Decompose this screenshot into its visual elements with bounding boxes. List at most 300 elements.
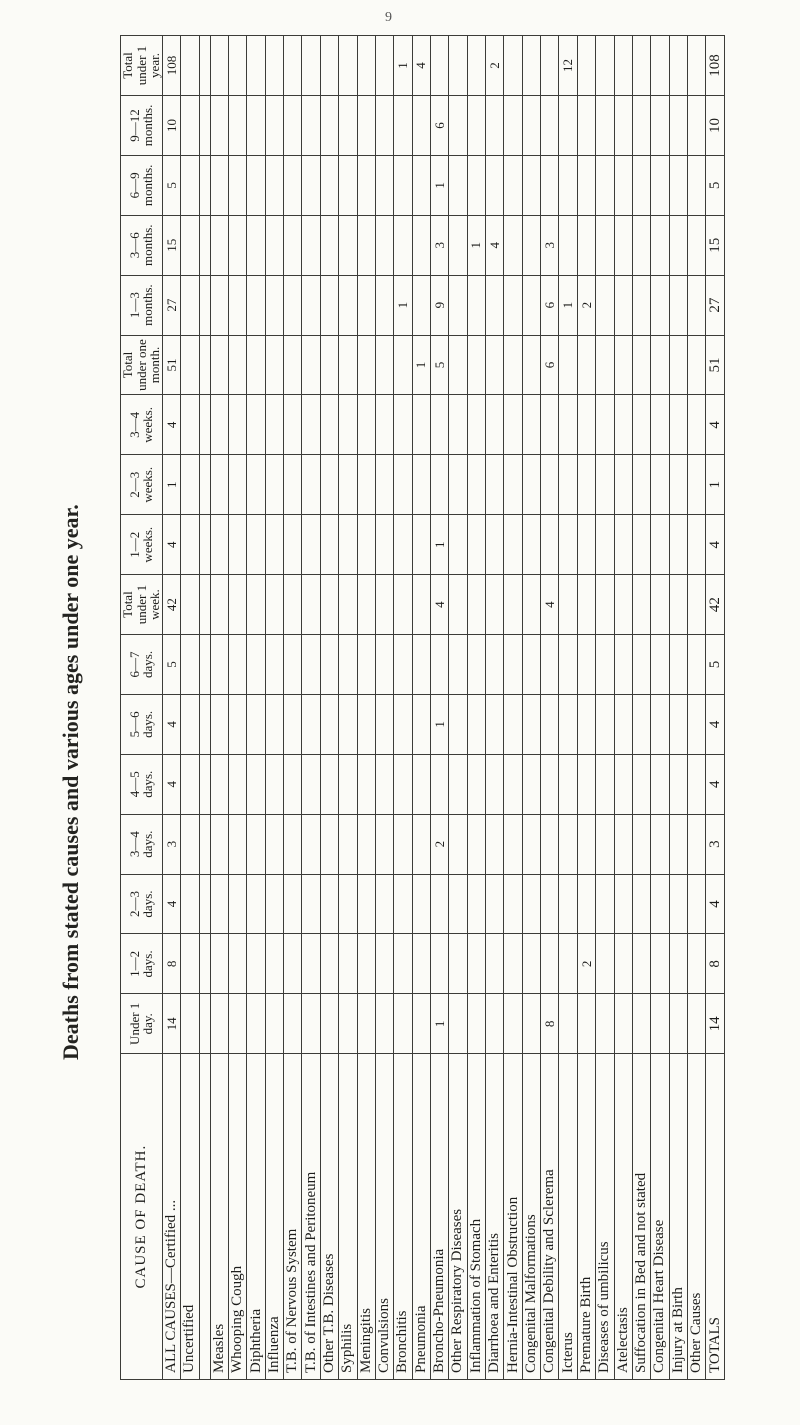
value-cell bbox=[669, 934, 687, 994]
spacer-cell bbox=[199, 455, 210, 515]
spacer-cell bbox=[199, 155, 210, 215]
value-cell bbox=[247, 754, 265, 814]
value-cell: 3 bbox=[162, 814, 180, 874]
value-cell bbox=[632, 275, 650, 335]
value-cell bbox=[320, 575, 338, 635]
value-cell bbox=[504, 994, 522, 1054]
value-cell bbox=[229, 754, 247, 814]
value-cell bbox=[504, 575, 522, 635]
value-cell: 4 bbox=[706, 754, 725, 814]
value-cell bbox=[394, 155, 412, 215]
value-cell bbox=[375, 934, 393, 994]
value-cell: 3 bbox=[541, 215, 559, 275]
value-cell bbox=[302, 994, 320, 1054]
value-cell bbox=[541, 155, 559, 215]
value-cell bbox=[394, 874, 412, 934]
value-cell bbox=[522, 455, 540, 515]
value-cell: 6 bbox=[430, 96, 448, 156]
value-cell bbox=[449, 874, 467, 934]
value-cell: 4 bbox=[706, 694, 725, 754]
value-cell bbox=[181, 455, 199, 515]
value-cell bbox=[596, 874, 614, 934]
value-cell bbox=[687, 814, 705, 874]
cause-row bbox=[559, 36, 577, 1380]
value-cell bbox=[284, 455, 302, 515]
value-cell bbox=[669, 754, 687, 814]
value-cell bbox=[614, 994, 632, 1054]
age-column-header: 2—3 days. bbox=[121, 874, 163, 934]
cause-row bbox=[467, 36, 485, 1380]
value-cell bbox=[229, 395, 247, 455]
value-cell bbox=[284, 96, 302, 156]
value-cell: 4 bbox=[162, 754, 180, 814]
value-cell bbox=[247, 874, 265, 934]
value-cell bbox=[394, 335, 412, 395]
spacer-cell bbox=[199, 96, 210, 156]
value-cell bbox=[265, 515, 283, 575]
value-cell bbox=[632, 934, 650, 994]
value-cell: 2 bbox=[577, 934, 595, 994]
cause-column-header: CAUSE OF DEATH. bbox=[121, 1054, 163, 1380]
value-cell bbox=[229, 934, 247, 994]
value-cell bbox=[449, 515, 467, 575]
value-cell bbox=[577, 395, 595, 455]
cause-label: T.B. of Nervous System bbox=[284, 1054, 302, 1380]
value-cell bbox=[357, 275, 375, 335]
value-cell bbox=[614, 934, 632, 994]
spacer-cell bbox=[199, 36, 210, 96]
value-cell bbox=[181, 275, 199, 335]
value-cell bbox=[302, 96, 320, 156]
value-cell: 1 bbox=[430, 694, 448, 754]
value-cell bbox=[541, 814, 559, 874]
value-cell: 51 bbox=[706, 335, 725, 395]
age-column-header: 2—3 weeks. bbox=[121, 455, 163, 515]
cause-label: Broncho-Pneumonia bbox=[430, 1054, 448, 1380]
value-cell bbox=[247, 575, 265, 635]
value-cell: 4 bbox=[430, 575, 448, 635]
value-cell bbox=[467, 994, 485, 1054]
cause-label: Hernia-Intestinal Obstruction bbox=[504, 1054, 522, 1380]
value-cell bbox=[229, 694, 247, 754]
value-cell bbox=[651, 934, 669, 994]
value-cell bbox=[357, 874, 375, 934]
value-cell bbox=[449, 96, 467, 156]
value-cell bbox=[284, 575, 302, 635]
value-cell bbox=[522, 155, 540, 215]
value-cell bbox=[320, 994, 338, 1054]
value-cell bbox=[651, 635, 669, 695]
value-cell bbox=[320, 275, 338, 335]
spacer-cell bbox=[199, 395, 210, 455]
spacer-cell bbox=[199, 635, 210, 695]
value-cell bbox=[669, 874, 687, 934]
cause-label: Whooping Cough bbox=[229, 1054, 247, 1380]
value-cell bbox=[339, 96, 357, 156]
cause-label: Diarrhoea and Enteritis bbox=[486, 1054, 504, 1380]
value-cell bbox=[430, 36, 448, 96]
value-cell bbox=[596, 994, 614, 1054]
value-cell bbox=[339, 814, 357, 874]
value-cell: 4 bbox=[162, 395, 180, 455]
value-cell bbox=[412, 455, 430, 515]
value-cell bbox=[596, 694, 614, 754]
value-cell bbox=[375, 275, 393, 335]
value-cell bbox=[522, 96, 540, 156]
value-cell bbox=[541, 635, 559, 695]
value-cell bbox=[559, 515, 577, 575]
value-cell bbox=[247, 814, 265, 874]
value-cell bbox=[559, 155, 577, 215]
value-cell bbox=[504, 155, 522, 215]
value-cell bbox=[596, 215, 614, 275]
value-cell bbox=[284, 395, 302, 455]
value-cell bbox=[412, 814, 430, 874]
age-column-header: 6—9 months. bbox=[121, 155, 163, 215]
spacer-cell bbox=[199, 575, 210, 635]
value-cell bbox=[522, 515, 540, 575]
value-cell bbox=[357, 96, 375, 156]
cause-label: Congenital Debility and Sclerema bbox=[541, 1054, 559, 1380]
cause-label: Congenital Malformations bbox=[522, 1054, 540, 1380]
value-cell bbox=[632, 814, 650, 874]
cause-row bbox=[504, 36, 522, 1380]
value-cell bbox=[522, 814, 540, 874]
value-cell bbox=[596, 96, 614, 156]
value-cell bbox=[577, 694, 595, 754]
value-cell bbox=[467, 36, 485, 96]
value-cell bbox=[339, 694, 357, 754]
cause-row bbox=[632, 36, 650, 1380]
value-cell bbox=[687, 934, 705, 994]
value-cell bbox=[284, 635, 302, 695]
value-cell bbox=[412, 635, 430, 695]
age-column-header: 1—2 days. bbox=[121, 934, 163, 994]
value-cell bbox=[596, 934, 614, 994]
value-cell: 5 bbox=[162, 155, 180, 215]
value-cell bbox=[265, 215, 283, 275]
value-cell bbox=[687, 275, 705, 335]
age-column-header: 4—5 days. bbox=[121, 754, 163, 814]
value-cell bbox=[375, 814, 393, 874]
value-cell bbox=[504, 694, 522, 754]
value-cell: 10 bbox=[706, 96, 725, 156]
spacer-cell bbox=[199, 694, 210, 754]
value-cell bbox=[596, 275, 614, 335]
value-cell bbox=[339, 754, 357, 814]
value-cell bbox=[339, 155, 357, 215]
value-cell bbox=[632, 395, 650, 455]
cause-row bbox=[449, 36, 467, 1380]
totals-label: TOTALS bbox=[706, 1054, 725, 1380]
value-cell bbox=[504, 36, 522, 96]
value-cell: 4 bbox=[162, 515, 180, 575]
value-cell bbox=[412, 575, 430, 635]
value-cell bbox=[559, 575, 577, 635]
value-cell bbox=[181, 694, 199, 754]
value-cell bbox=[375, 754, 393, 814]
spacer-cell bbox=[199, 994, 210, 1054]
value-cell bbox=[430, 874, 448, 934]
value-cell bbox=[339, 215, 357, 275]
value-cell: 6 bbox=[541, 335, 559, 395]
value-cell bbox=[559, 754, 577, 814]
age-column-header: Under 1 day. bbox=[121, 994, 163, 1054]
value-cell bbox=[375, 36, 393, 96]
value-cell: 1 bbox=[430, 515, 448, 575]
value-cell bbox=[522, 635, 540, 695]
cause-label: T.B. of Intestines and Peritoneum bbox=[302, 1054, 320, 1380]
value-cell bbox=[210, 395, 228, 455]
value-cell bbox=[504, 754, 522, 814]
value-cell bbox=[522, 874, 540, 934]
value-cell bbox=[412, 155, 430, 215]
value-cell bbox=[669, 694, 687, 754]
value-cell bbox=[357, 934, 375, 994]
value-cell bbox=[375, 694, 393, 754]
value-cell bbox=[247, 515, 265, 575]
value-cell bbox=[541, 874, 559, 934]
value-cell bbox=[486, 994, 504, 1054]
value-cell bbox=[210, 36, 228, 96]
value-cell: 4 bbox=[706, 395, 725, 455]
cause-label: Influenza bbox=[265, 1054, 283, 1380]
value-cell bbox=[449, 36, 467, 96]
value-cell bbox=[284, 275, 302, 335]
value-cell: 3 bbox=[430, 215, 448, 275]
value-cell bbox=[559, 96, 577, 156]
value-cell: 4 bbox=[706, 874, 725, 934]
value-cell bbox=[412, 754, 430, 814]
cause-row bbox=[486, 36, 504, 1380]
value-cell bbox=[467, 635, 485, 695]
value-cell bbox=[394, 814, 412, 874]
cause-label: Bronchitis bbox=[394, 1054, 412, 1380]
value-cell bbox=[577, 814, 595, 874]
value-cell: 4 bbox=[412, 36, 430, 96]
cause-row bbox=[394, 36, 412, 1380]
value-cell bbox=[614, 635, 632, 695]
value-cell bbox=[669, 575, 687, 635]
value-cell bbox=[247, 96, 265, 156]
value-cell bbox=[210, 874, 228, 934]
value-cell bbox=[375, 994, 393, 1054]
value-cell bbox=[247, 155, 265, 215]
value-cell bbox=[265, 754, 283, 814]
value-cell: 5 bbox=[430, 335, 448, 395]
value-cell bbox=[651, 994, 669, 1054]
cause-label: Meningitis bbox=[357, 1054, 375, 1380]
value-cell bbox=[504, 814, 522, 874]
value-cell bbox=[559, 994, 577, 1054]
value-cell bbox=[412, 694, 430, 754]
value-cell: 42 bbox=[706, 575, 725, 635]
value-cell bbox=[467, 335, 485, 395]
value-cell bbox=[375, 575, 393, 635]
value-cell bbox=[577, 515, 595, 575]
value-cell bbox=[614, 575, 632, 635]
value-cell bbox=[504, 874, 522, 934]
value-cell bbox=[614, 874, 632, 934]
value-cell bbox=[467, 395, 485, 455]
value-cell bbox=[541, 96, 559, 156]
cause-row bbox=[320, 36, 338, 1380]
value-cell bbox=[265, 36, 283, 96]
value-cell bbox=[265, 934, 283, 994]
value-cell bbox=[302, 215, 320, 275]
value-cell bbox=[339, 335, 357, 395]
value-cell bbox=[284, 754, 302, 814]
cause-row bbox=[302, 36, 320, 1380]
spacer-cell bbox=[199, 215, 210, 275]
value-cell bbox=[559, 694, 577, 754]
value-cell bbox=[687, 694, 705, 754]
cause-row bbox=[430, 36, 448, 1380]
value-cell bbox=[687, 335, 705, 395]
value-cell bbox=[302, 754, 320, 814]
value-cell bbox=[504, 215, 522, 275]
value-cell bbox=[210, 275, 228, 335]
value-cell bbox=[614, 96, 632, 156]
value-cell: 42 bbox=[162, 575, 180, 635]
value-cell: 1 bbox=[430, 994, 448, 1054]
value-cell bbox=[669, 335, 687, 395]
page-title: Deaths from stated causes and various ages under one year. bbox=[58, 504, 83, 1060]
value-cell bbox=[320, 515, 338, 575]
age-column-header: Total under 1 week. bbox=[121, 575, 163, 635]
summary-row bbox=[162, 36, 180, 1380]
value-cell: 27 bbox=[162, 275, 180, 335]
value-cell bbox=[632, 215, 650, 275]
value-cell: 14 bbox=[706, 994, 725, 1054]
value-cell bbox=[541, 515, 559, 575]
value-cell bbox=[449, 754, 467, 814]
summary-label: Uncertified bbox=[181, 1054, 199, 1380]
value-cell bbox=[614, 215, 632, 275]
value-cell bbox=[302, 275, 320, 335]
cause-row bbox=[541, 36, 559, 1380]
value-cell bbox=[651, 754, 669, 814]
value-cell bbox=[229, 36, 247, 96]
value-cell bbox=[302, 635, 320, 695]
value-cell bbox=[357, 395, 375, 455]
value-cell bbox=[559, 874, 577, 934]
value-cell: 14 bbox=[162, 994, 180, 1054]
age-column-header: Total under 1 year. bbox=[121, 36, 163, 96]
value-cell bbox=[687, 874, 705, 934]
value-cell bbox=[541, 36, 559, 96]
value-cell bbox=[577, 455, 595, 515]
value-cell bbox=[651, 455, 669, 515]
value-cell: 15 bbox=[706, 215, 725, 275]
value-cell bbox=[320, 814, 338, 874]
value-cell bbox=[504, 635, 522, 695]
age-column-header: 3—6 months. bbox=[121, 215, 163, 275]
cause-label: Other Causes bbox=[687, 1054, 705, 1380]
value-cell bbox=[339, 275, 357, 335]
value-cell bbox=[669, 515, 687, 575]
value-cell bbox=[375, 455, 393, 515]
value-cell bbox=[651, 814, 669, 874]
value-cell bbox=[522, 754, 540, 814]
value-cell bbox=[320, 96, 338, 156]
value-cell bbox=[449, 215, 467, 275]
summary-row bbox=[181, 36, 199, 1380]
value-cell bbox=[687, 36, 705, 96]
value-cell bbox=[412, 96, 430, 156]
value-cell bbox=[596, 754, 614, 814]
value-cell bbox=[265, 155, 283, 215]
value-cell bbox=[577, 635, 595, 695]
spacer-cell bbox=[199, 814, 210, 874]
value-cell bbox=[320, 335, 338, 395]
value-cell bbox=[687, 96, 705, 156]
value-cell bbox=[284, 155, 302, 215]
value-cell bbox=[559, 335, 577, 395]
value-cell bbox=[210, 215, 228, 275]
value-cell bbox=[357, 455, 375, 515]
spacer-cell bbox=[199, 335, 210, 395]
value-cell bbox=[210, 934, 228, 994]
value-cell bbox=[687, 155, 705, 215]
value-cell bbox=[486, 934, 504, 994]
value-cell bbox=[596, 36, 614, 96]
value-cell bbox=[375, 874, 393, 934]
value-cell bbox=[541, 754, 559, 814]
value-cell bbox=[614, 814, 632, 874]
value-cell bbox=[229, 575, 247, 635]
value-cell bbox=[522, 994, 540, 1054]
value-cell bbox=[430, 934, 448, 994]
value-cell bbox=[181, 635, 199, 695]
value-cell bbox=[596, 155, 614, 215]
value-cell bbox=[339, 635, 357, 695]
cause-label: Premature Birth bbox=[577, 1054, 595, 1380]
age-column-header: 3—4 days. bbox=[121, 814, 163, 874]
value-cell: 5 bbox=[162, 635, 180, 695]
value-cell bbox=[449, 335, 467, 395]
value-cell bbox=[229, 994, 247, 1054]
value-cell bbox=[357, 754, 375, 814]
value-cell: 4 bbox=[162, 874, 180, 934]
value-cell: 12 bbox=[559, 36, 577, 96]
value-cell bbox=[265, 395, 283, 455]
value-cell bbox=[541, 395, 559, 455]
value-cell bbox=[247, 455, 265, 515]
value-cell bbox=[181, 215, 199, 275]
value-cell bbox=[486, 96, 504, 156]
value-cell bbox=[320, 36, 338, 96]
value-cell bbox=[284, 814, 302, 874]
value-cell bbox=[522, 575, 540, 635]
value-cell bbox=[577, 874, 595, 934]
value-cell bbox=[430, 635, 448, 695]
cause-label: Other Respiratory Diseases bbox=[449, 1054, 467, 1380]
value-cell bbox=[412, 275, 430, 335]
value-cell bbox=[614, 455, 632, 515]
value-cell bbox=[302, 395, 320, 455]
value-cell bbox=[181, 395, 199, 455]
value-cell bbox=[320, 754, 338, 814]
value-cell bbox=[412, 215, 430, 275]
value-cell bbox=[651, 515, 669, 575]
value-cell bbox=[467, 694, 485, 754]
value-cell bbox=[449, 395, 467, 455]
value-cell bbox=[449, 155, 467, 215]
value-cell bbox=[339, 874, 357, 934]
value-cell bbox=[265, 335, 283, 395]
value-cell bbox=[651, 96, 669, 156]
